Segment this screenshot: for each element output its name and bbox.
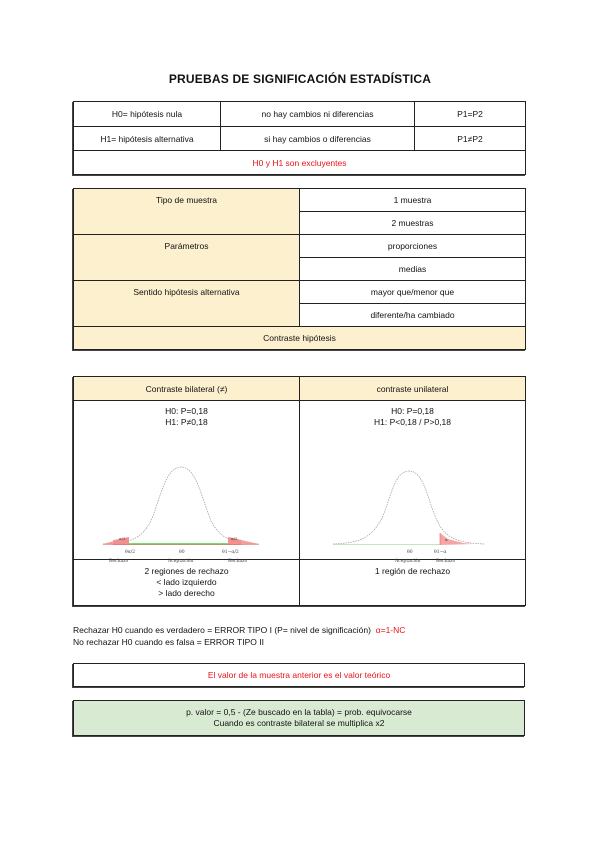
page-title: PRUEBAS DE SIGNIFICACIÓN ESTADÍSTICA [168,72,432,86]
svg-text:α: α [445,537,448,542]
criteria-option: 1 muestra [300,189,526,212]
svg-text:θ1−α/2: θ1−α/2 [222,550,239,555]
svg-text:Rechazo: Rechazo [436,559,456,564]
contrast-table [73,376,526,606]
criteria-option: proporciones [300,235,526,258]
unilateral-h0: H0: P=0,18 [391,406,434,416]
criteria-option: diferente/ha cambiado [300,304,526,327]
svg-text:θ0: θ0 [179,550,185,555]
exclusive-note: H0 y H1 son excluyentes [74,151,526,175]
svg-text:Aceptación: Aceptación [168,559,194,564]
h0-meaning: no hay cambios ni diferencias [221,102,415,127]
criteria-label-direction: Sentido hipótesis alternativa [74,281,300,327]
svg-text:Rechazo: Rechazo [109,559,129,564]
criteria-label-parameters: Parámetros [74,235,300,281]
svg-text:Rechazo: Rechazo [228,559,248,564]
theoretical-value-note: El valor de la muestra anterior es el valor teórico [73,663,525,687]
error-type-2: No rechazar H0 cuando es falsa = ERROR TIPO II [73,637,264,647]
p-value-note [73,700,525,736]
svg-text:α/2: α/2 [231,536,238,541]
bilateral-h1: H1: P≠0,18 [165,417,208,427]
criteria-option: 2 muestras [300,212,526,235]
criteria-option: medias [300,258,526,281]
criteria-option: mayor que/menor que [300,281,526,304]
svg-text:Aceptación: Aceptación [395,559,421,564]
regions-left: < lado izquierdo [156,577,217,587]
criteria-table [73,188,526,350]
table-row [74,102,526,127]
bilateral-cell [74,401,300,564]
svg-text:θ0: θ0 [407,550,413,555]
regions-text: 2 regiones de rechazo [144,566,229,576]
h0-formula: P1=P2 [415,102,526,127]
svg-text:θ1−α: θ1−α [434,550,447,555]
h1-meaning: si hay cambios o diferencias [221,127,415,151]
error-type-1 [73,624,405,636]
svg-text:α/2: α/2 [119,536,126,541]
h1-label: H1= hipótesis alternativa [74,127,221,151]
bilateral-multiplier-note: Cuando es contraste bilateral se multiplica x2 [213,718,385,728]
bilateral-h0: H0: P=0,18 [165,406,208,416]
svg-text:θα/2: θα/2 [125,550,136,555]
criteria-label-sample-type: Tipo de muestra [74,189,300,235]
h1-formula: P1≠P2 [415,127,526,151]
regions-right: > lado derecho [158,588,215,598]
bilateral-header: Contraste bilateral (≠) [74,377,300,401]
alpha-formula: α=1-NC [375,625,406,635]
contrast-hypothesis-footer: Contraste hipótesis [74,327,526,350]
unilateral-h1: H1: P<0,18 / P>0,18 [373,417,452,427]
error-type-1-text: Rechazar H0 cuando es verdadero = ERROR TIPO I (P= nivel de significación) [73,625,371,635]
unilateral-header: contraste unilateral [300,377,526,401]
unilateral-cell [300,401,526,564]
p-value-formula: p. valor = 0,5 - (Ze buscado en la tabla) = prob. equivocarse [186,707,412,717]
table-row [74,127,526,151]
h0-label: H0= hipótesis nula [74,102,221,127]
bilateral-normal-curve [101,461,281,576]
regions-text: 1 región de rechazo [374,566,451,576]
hypotheses-table [73,101,526,175]
unilateral-normal-curve [323,461,503,576]
